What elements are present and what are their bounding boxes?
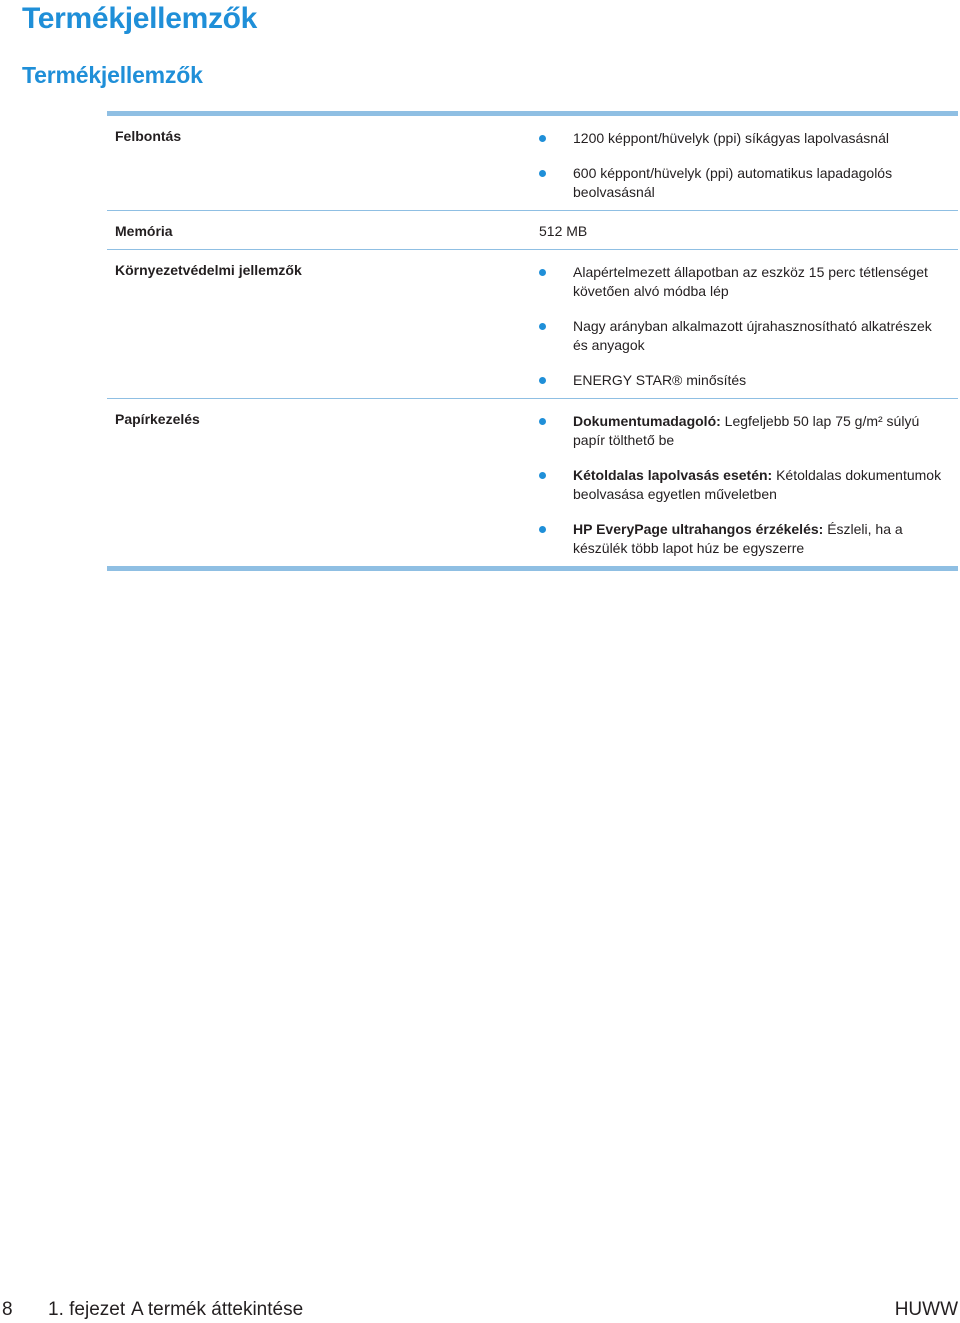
chapter-title: A termék áttekintése bbox=[131, 1299, 304, 1320]
item-term: HP EveryPage ultrahangos érzékelés: bbox=[573, 521, 824, 537]
list-item bbox=[532, 317, 958, 355]
list-item bbox=[532, 371, 958, 390]
item-text: Alapértelmezett állapotban az eszköz 15 perc tétlenséget követően alvó módba lép bbox=[573, 264, 928, 299]
table-row-environment bbox=[107, 249, 958, 398]
row-content bbox=[532, 116, 958, 210]
bullet-icon bbox=[539, 377, 546, 384]
row-label: Környezetvédelmi jellemzők bbox=[115, 262, 302, 278]
bullet-icon bbox=[539, 135, 546, 142]
row-content bbox=[532, 250, 958, 398]
bullet-icon bbox=[539, 269, 546, 276]
bullet-icon bbox=[539, 472, 546, 479]
bullet-icon bbox=[539, 418, 546, 425]
chapter-label: 1. fejezet bbox=[48, 1299, 126, 1320]
list-item bbox=[532, 164, 958, 202]
bullet-icon bbox=[539, 323, 546, 330]
section-title: Termékjellemzők bbox=[22, 62, 203, 88]
bullet-icon bbox=[539, 526, 546, 533]
item-text: Nagy arányban alkalmazott újrahasznosítható alkatrészek és anyagok bbox=[573, 318, 932, 353]
page-number: 8 bbox=[2, 1299, 13, 1320]
table-row-resolution bbox=[107, 116, 958, 210]
memory-value: 512 MB bbox=[539, 223, 588, 239]
page-title: Termékjellemzők bbox=[22, 2, 258, 35]
item-term: Kétoldalas lapolvasás esetén: bbox=[573, 467, 773, 483]
doc-code: HUWW bbox=[894, 1299, 958, 1320]
item-text: 600 képpont/hüvelyk (ppi) automatikus lapadagolós beolvasásnál bbox=[573, 165, 893, 200]
list-item bbox=[532, 263, 958, 301]
list-item bbox=[532, 520, 958, 558]
item-text: ENERGY STAR® minősítés bbox=[573, 372, 747, 388]
list-item bbox=[532, 412, 958, 450]
row-label: Papírkezelés bbox=[115, 411, 200, 427]
row-label: Felbontás bbox=[115, 128, 182, 144]
row-content bbox=[532, 211, 958, 249]
item-text: Kétoldalas dokumentumok beolvasása egyetlen műveletben bbox=[573, 467, 942, 502]
page-footer bbox=[0, 1299, 960, 1323]
features-table bbox=[107, 111, 958, 571]
item-term: Dokumentumadagoló: bbox=[573, 413, 721, 429]
item-text: 1200 képpont/hüvelyk (ppi) síkágyas lapolvasásnál bbox=[573, 130, 889, 146]
bullet-icon bbox=[539, 170, 546, 177]
item-text: Legfeljebb 50 lap 75 g/m² súlyú papír tölthető be bbox=[573, 413, 920, 448]
table-row-memory bbox=[107, 210, 958, 249]
list-item bbox=[532, 466, 958, 504]
row-content bbox=[532, 399, 958, 566]
row-label: Memória bbox=[115, 223, 173, 239]
table-row-paper-handling bbox=[107, 398, 958, 566]
list-item bbox=[532, 129, 958, 148]
item-text: Észleli, ha a készülék több lapot húz be egyszerre bbox=[573, 521, 903, 556]
